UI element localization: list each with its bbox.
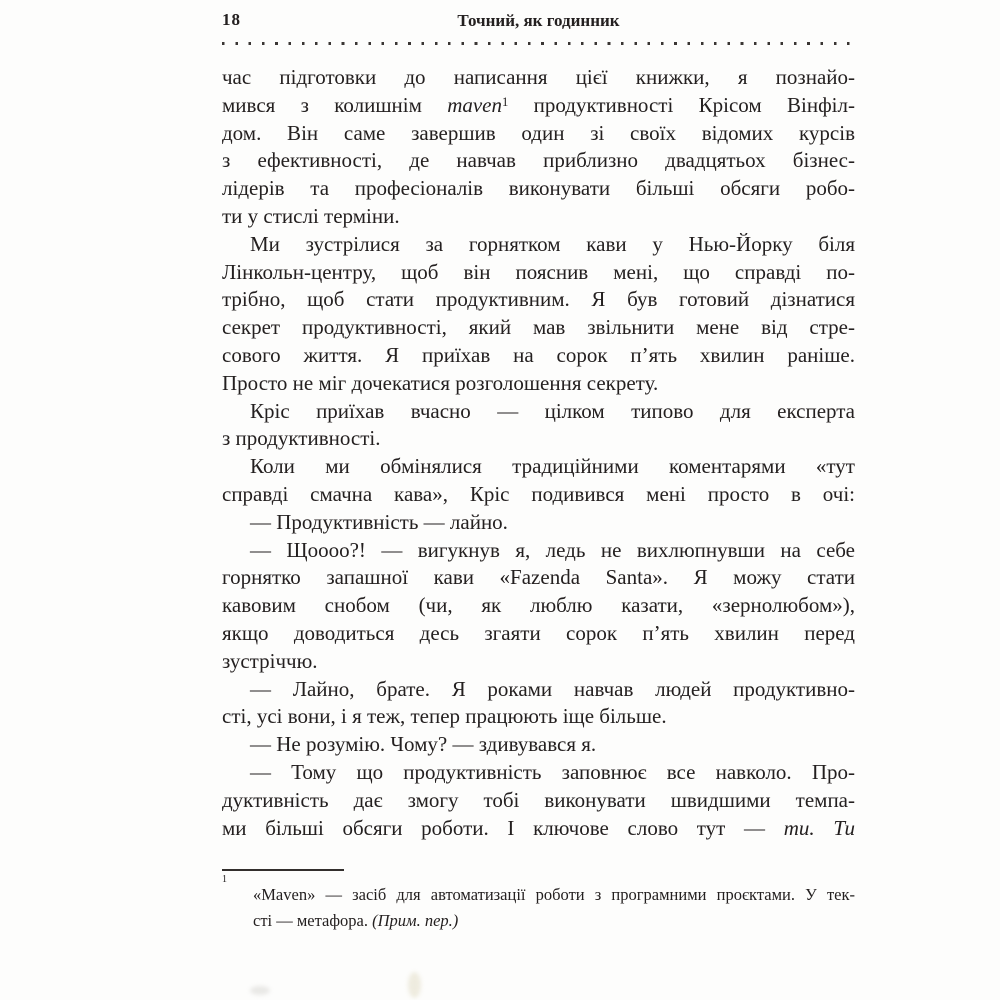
text-line [222,815,855,843]
footnote-reference: 1 [502,94,509,109]
text-segment: секрет продуктивності, який мав звільнити мене від стре- [222,315,855,340]
header-dotted-rule [222,42,855,45]
text-line [222,509,855,537]
text-segment: з ефективності, де навчав приблизно двадцятьох бізнес- [222,148,855,173]
footnote-line [253,882,855,908]
text-line [222,147,855,175]
text-line [222,537,855,565]
page-number: 18 [222,10,241,29]
text-segment: (Прим. пер.) [372,910,459,930]
text-segment: дом. Він саме завершив один зі своїх відомих курсів [222,120,855,145]
text-segment: «Maven» — засіб для автоматизації роботи з програмними проєктами. У тек- [253,885,855,904]
text-line [222,564,855,592]
text-segment: зустріччю. [222,648,318,673]
text-segment: ти у стислі терміни. [222,203,400,228]
text-segment: — Тому що продуктивність заповнює все навколо. Про- [250,759,855,784]
text-line [222,453,855,481]
text-segment: maven [447,92,502,117]
running-header [222,10,855,34]
text-segment: ти. Ти [783,815,855,840]
footnote: 1 «Maven» — засіб для автоматизації роботи з програмними проєктами. У тек- сті — метафора. (Прим. пер.) [222,882,855,933]
text-line [222,481,855,509]
text-segment: трібно, щоб стати продуктивним. Я був готовий дізнатися [222,287,855,312]
text-line [222,703,855,731]
text-line [222,370,855,398]
text-segment: — Не розумію. Чому? — здивувався я. [250,732,597,757]
text-line [222,676,855,704]
body-text [222,64,855,842]
text-segment: сового життя. Я приїхав на сорок п’ять хвилин раніше. [222,342,855,367]
text-segment: час підготовки до написання цієї книжки, я познайо- [222,65,855,89]
text-segment: з продуктивності. [222,426,381,451]
text-line [222,787,855,815]
text-segment: ми більші обсяги роботи. І ключове слово тут — [222,815,784,840]
text-segment: Лінкольн-центру, щоб він пояснив мені, що справді по- [222,259,855,284]
text-line [222,92,855,120]
footnote-line [253,908,855,934]
text-segment: дуктивність дає змогу тобі виконувати швидшими темпа- [222,787,855,812]
footnote-separator [222,869,344,871]
text-segment: справді смачна кава», Кріс подивився мені просто в очі: [222,481,855,506]
text-segment: Просто не міг дочекатися розголошення секрету. [222,370,659,395]
text-segment: кавовим снобом (чи, як люблю казати, «зернолюбом»), [222,593,855,618]
text-segment: продуктивності Крісом Вінфіл- [508,92,855,117]
text-line [222,231,855,259]
text-segment: — Лайно, брате. Я роками навчав людей продуктивно- [250,676,855,701]
text-segment: горнятко запашної кави «Fazenda Santa». Я можу стати [222,565,855,590]
text-line [222,398,855,426]
text-line [222,592,855,620]
text-segment: — Щоооо?! — вигукнув я, ледь не вихлюпнувши на себе [250,537,855,562]
text-segment: Кріс приїхав вчасно — цілком типово для експерта [250,398,855,423]
text-line [222,731,855,759]
running-title: Точний, як годинник [457,11,620,30]
scan-smudge [408,972,421,998]
text-line [222,286,855,314]
text-line [222,759,855,787]
text-line [222,259,855,287]
text-segment: — Продуктивність — лайно. [250,509,508,534]
text-line [222,175,855,203]
text-segment: якщо доводиться десь згаяти сорок п’ять хвилин перед [222,620,855,645]
text-line [222,425,855,453]
scan-smudge [250,986,270,995]
text-segment: мився з колишнім [222,92,448,117]
text-segment: Ми зустрілися за горнятком кави у Нью-Йорку біля [250,231,855,256]
text-line [222,342,855,370]
text-line [222,648,855,676]
footnote-text [253,882,855,933]
text-line [222,314,855,342]
text-line [222,620,855,648]
text-segment: Коли ми обмінялися традиційними коментарями «тут [250,454,855,479]
text-line [222,64,855,92]
text-line [222,120,855,148]
text-segment: лідерів та професіоналів виконувати більші обсяги робо- [222,176,855,201]
text-segment: сті, усі вони, і я теж, тепер працюють іще більше. [222,704,667,729]
text-line [222,203,855,231]
text-segment: сті — метафора. [253,910,373,930]
